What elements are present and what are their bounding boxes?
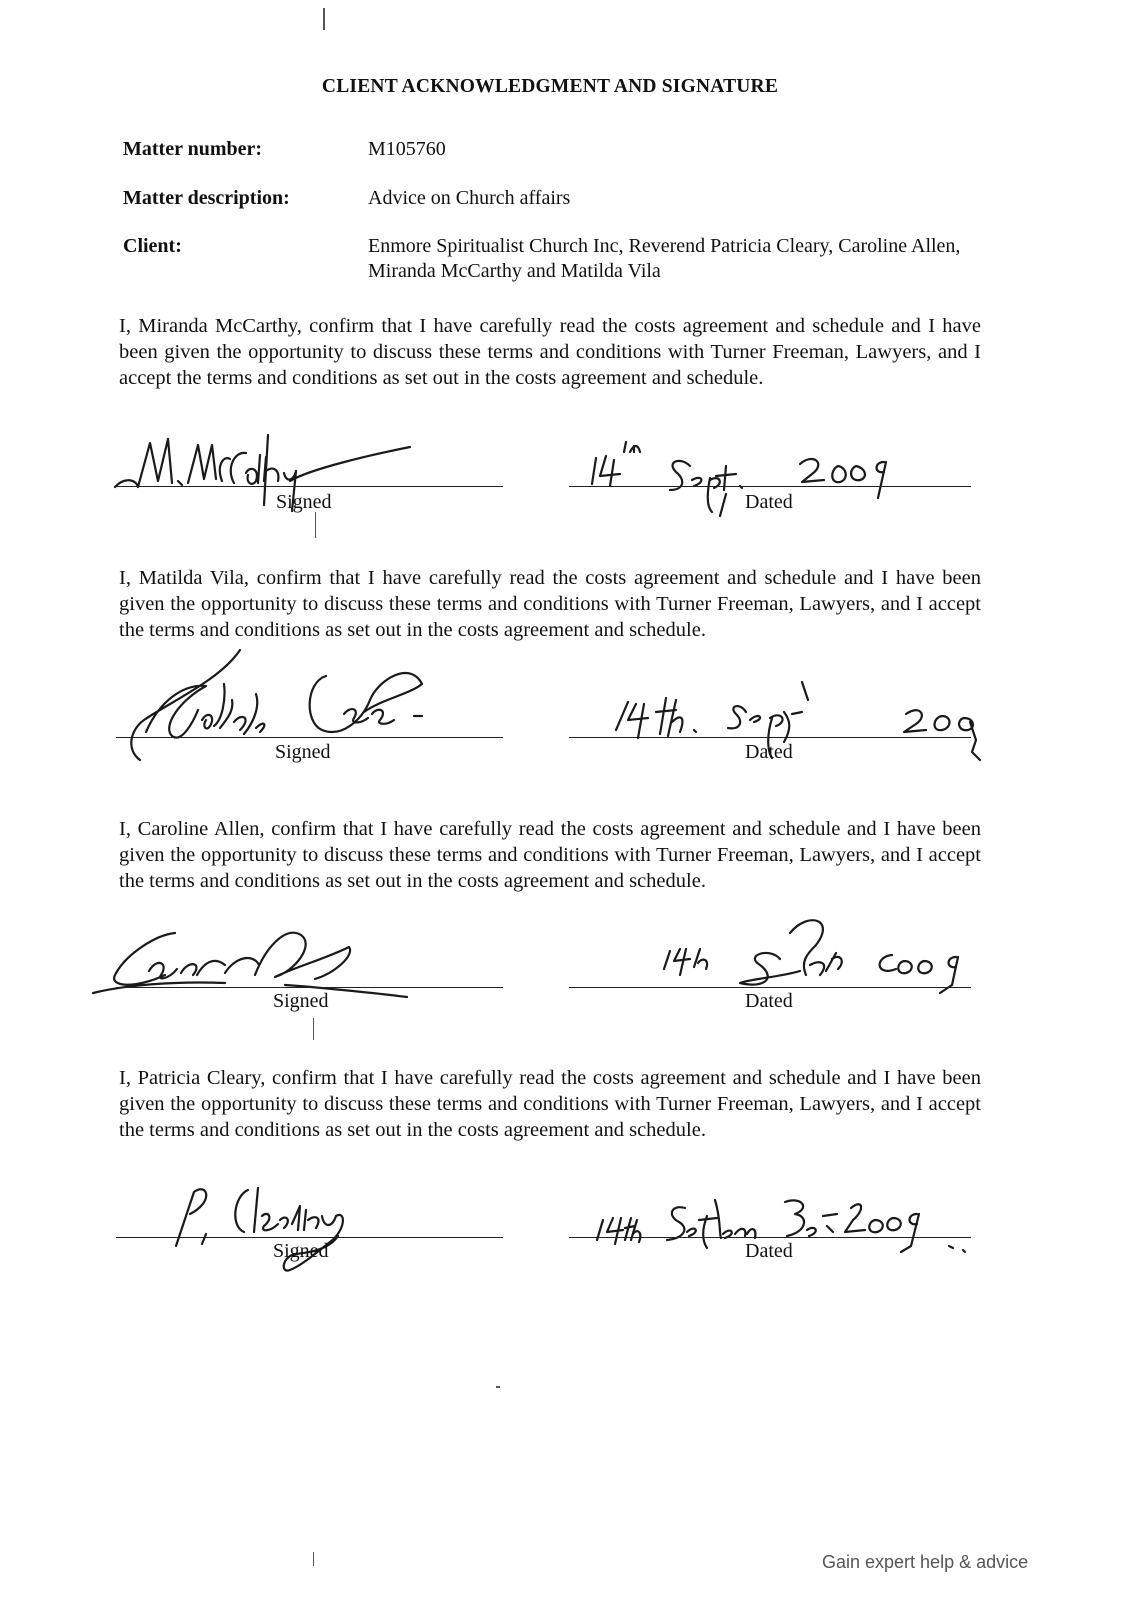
scan-speck bbox=[313, 1018, 314, 1040]
date-stroke bbox=[800, 459, 886, 498]
signature-line-cleary bbox=[116, 1237, 503, 1238]
document-title: CLIENT ACKNOWLEDGMENT AND SIGNATURE bbox=[321, 76, 779, 97]
signature-line-vila bbox=[116, 737, 503, 738]
date-stroke bbox=[597, 1218, 640, 1244]
client-label: Client: bbox=[123, 235, 182, 257]
date-line-cleary bbox=[569, 1237, 971, 1238]
date-stroke bbox=[949, 1246, 965, 1252]
signed-label-allen: Signed bbox=[273, 990, 329, 1012]
signature-allen bbox=[85, 915, 425, 1005]
signature-stroke bbox=[131, 650, 264, 760]
signature-line-mccarthy bbox=[116, 486, 503, 487]
matter-number-label: Matter number: bbox=[123, 138, 263, 160]
matter-description-label: Matter description: bbox=[123, 187, 290, 209]
date-handwriting-allen bbox=[640, 905, 1000, 1005]
signature-stroke bbox=[310, 673, 422, 732]
date-stroke bbox=[616, 698, 696, 738]
scan-speck bbox=[323, 8, 325, 30]
signature-mccarthy bbox=[110, 425, 430, 515]
matter-number-value: M105760 bbox=[368, 138, 446, 160]
scan-speck bbox=[315, 512, 316, 538]
date-stroke bbox=[667, 1200, 755, 1248]
acknowledgment-paragraph-cleary: I, Patricia Cleary, confirm that I have carefully read the costs agreement and schedule and I have been given the opportunity to discuss these terms and conditions with Turner Freeman, Lawyers, and I accept the terms and conditions as set out in the costs agreement and schedule. bbox=[119, 1067, 981, 1141]
signature-stroke bbox=[115, 439, 410, 511]
date-stroke bbox=[592, 442, 640, 486]
dated-label-allen: Dated bbox=[745, 990, 793, 1012]
signature-cleary bbox=[150, 1170, 410, 1280]
date-stroke bbox=[720, 494, 726, 516]
matter-description-value: Advice on Church affairs bbox=[368, 187, 571, 209]
signed-label-vila: Signed bbox=[275, 741, 331, 763]
dated-label-vila: Dated bbox=[745, 741, 793, 763]
dated-label-mccarthy: Dated bbox=[745, 491, 793, 513]
date-stroke bbox=[664, 949, 707, 975]
acknowledgment-paragraph-allen: I, Caroline Allen, confirm that I have carefully read the costs agreement and schedule and I have been given the opportunity to discuss these terms and conditions with Turner Freeman, Lawyers, and I accept the terms and conditions as set out in the costs agreement and schedule. bbox=[119, 818, 981, 892]
acknowledgment-paragraph-vila: I, Matilda Vila, confirm that I have carefully read the costs agreement and schedule and I have been given the opportunity to discuss these terms and conditions with Turner Freeman, Lawyers, and I accept the terms and conditions as set out in the costs agreement and schedule. bbox=[119, 567, 981, 641]
signed-label-cleary: Signed bbox=[273, 1240, 329, 1262]
date-line-mccarthy bbox=[569, 486, 971, 487]
signature-line-allen bbox=[116, 987, 503, 988]
scan-speck bbox=[313, 1552, 314, 1566]
date-stroke bbox=[740, 920, 842, 984]
scan-speck bbox=[496, 1386, 500, 1388]
date-stroke bbox=[785, 1200, 919, 1252]
acknowledgment-paragraph-mccarthy: I, Miranda McCarthy, confirm that I have carefully read the costs agreement and schedule and I have been given the opportunity to discuss these terms and conditions with Turner Freeman, Lawyers, and I accept the terms and conditions as set out in the costs agreement and schedule. bbox=[119, 315, 981, 389]
date-line-vila bbox=[569, 737, 971, 738]
footer-tagline: Gain expert help & advice bbox=[822, 1552, 1029, 1572]
client-value: Enmore Spiritualist Church Inc, Reverend Patricia Cleary, Caroline Allen, Miranda McCarthy and Matilda Vila bbox=[368, 235, 961, 282]
dated-label-cleary: Dated bbox=[745, 1240, 793, 1262]
date-stroke bbox=[904, 710, 980, 760]
signed-label-mccarthy: Signed bbox=[276, 491, 332, 513]
date-line-allen bbox=[569, 987, 971, 988]
